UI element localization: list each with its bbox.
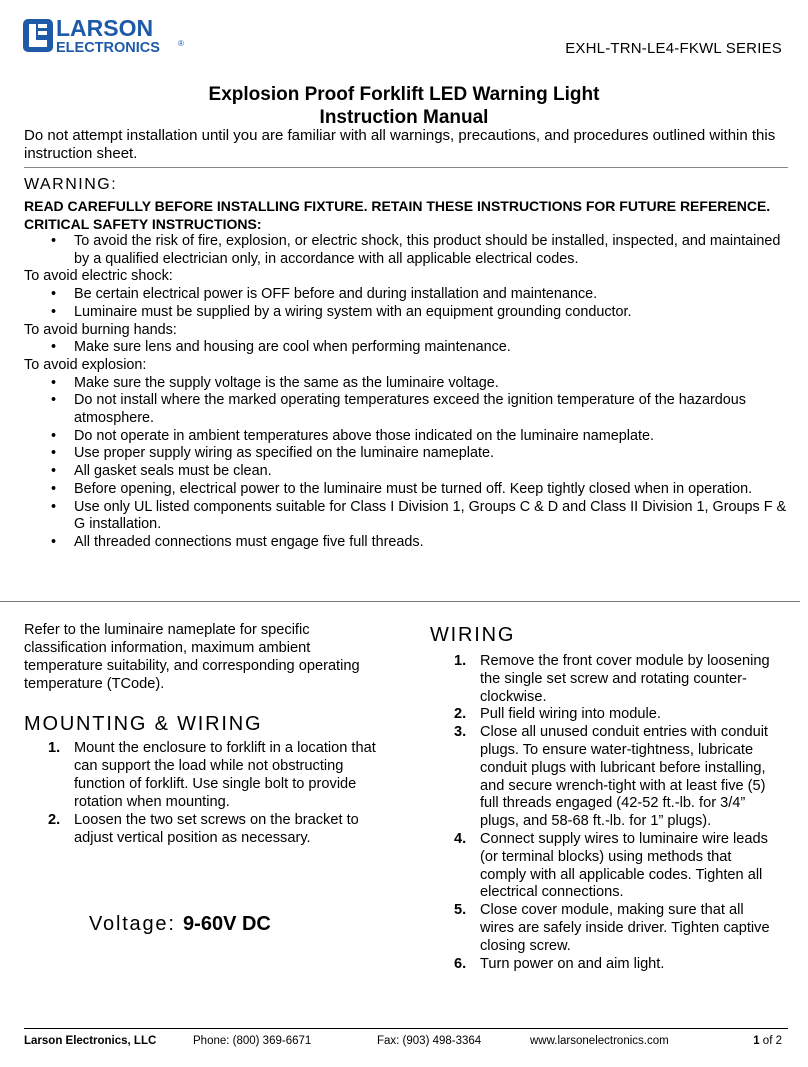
wiring-step — [430, 902, 780, 955]
shock-label: To avoid electric shock: — [24, 268, 173, 285]
list-item: • Before opening, electrical power to the luminaire must be turned off. Keep tightly closed when in operation. — [24, 481, 794, 499]
list-item: • Use only UL listed components suitable for Class I Division 1, Groups C & D and Class II Division 1, Groups F & G installation. — [24, 499, 794, 534]
wiring-steps — [430, 653, 780, 973]
wiring-heading: WIRING — [430, 624, 516, 646]
warning-bold-text: READ CAREFULLY BEFORE INSTALLING FIXTURE. RETAIN THESE INSTRUCTIONS FOR FUTURE REFERENCE. CRITICAL SAFETY INSTRUCTIONS: — [24, 198, 771, 232]
explosion-warnings-list — [24, 375, 794, 552]
voltage-rating — [89, 913, 271, 936]
list-item: • Be certain electrical power is OFF before and during installation and maintenance. — [24, 286, 794, 304]
step-text: Pull field wiring into module. — [480, 706, 661, 723]
general-warnings-list — [24, 233, 794, 268]
footer-fax: Fax: (903) 498-3364 — [377, 1035, 482, 1047]
title-line2: Instruction Manual — [319, 107, 489, 128]
step-text: Turn power on and aim light. — [480, 955, 665, 972]
divider — [0, 601, 800, 602]
nameplate-note: Refer to the luminaire nameplate for specific classification information, maximum ambient temperature suitability, and corresponding operating temperature (TCode). — [24, 622, 360, 692]
list-item: • All threaded connections must engage five full threads. — [24, 534, 794, 552]
step-number: 2. — [454, 706, 467, 723]
step-text: Close all unused conduit entries with conduit plugs. To ensure water-tightness, lubricate conduit plugs with lubricant before installing, and secure wrench-tight with at least five (5) full threads engaged (42-52 ft.-lb. for 3/4” plugs, and 58-68 ft.-lb. for 1” plugs). — [480, 724, 768, 830]
step-number: 3. — [454, 724, 467, 741]
warning-heading: WARNING: — [24, 176, 118, 193]
step-text: Loosen the two set screws on the bracket to adjust vertical position as necessary. — [74, 812, 359, 846]
step-number: 6. — [454, 955, 467, 972]
footer-company: Larson Electronics, LLC — [24, 1035, 157, 1047]
list-item: • Do not install where the marked operating temperatures exceed the ignition temperature of the hazardous atmosphere. — [24, 392, 794, 427]
wiring-step — [430, 956, 780, 974]
footer-website: www.larsonelectronics.com — [530, 1035, 669, 1047]
mounting-step — [24, 811, 384, 847]
mounting-step — [24, 739, 384, 811]
logo-line2: ELECTRONICS — [56, 40, 160, 56]
logo-mark — [23, 19, 53, 52]
company-logo — [22, 16, 192, 56]
wiring-step — [430, 724, 780, 831]
explosion-label: To avoid explosion: — [24, 356, 147, 373]
mounting-heading: MOUNTING & WIRING — [24, 713, 263, 735]
title-line1: Explosion Proof Forklift LED Warning Light — [208, 84, 600, 105]
list-item: • Luminaire must be supplied by a wiring system with an equipment grounding conductor. — [24, 304, 794, 322]
shock-warnings-list — [24, 286, 794, 321]
larson-logo-graphic — [22, 16, 192, 56]
intro-text: Do not attempt installation until you are familiar with all warnings, precautions, and procedures outlined within this instruction sheet. — [24, 127, 776, 162]
page-current: 1 — [753, 1035, 760, 1047]
wiring-step — [430, 831, 780, 902]
step-number: 5. — [454, 902, 467, 919]
wiring-step — [430, 653, 780, 706]
mounting-steps — [24, 739, 384, 847]
step-text: Mount the enclosure to forklift in a location that can support the load while not obstructing function of forklift. Use single bolt to provide rotation when mounting. — [74, 740, 376, 810]
burn-warnings-list — [24, 339, 794, 357]
step-text: Close cover module, making sure that all wires are safely inside driver. Tighten captive closing screw. — [480, 902, 770, 954]
list-item: • Make sure lens and housing are cool when performing maintenance. — [24, 339, 794, 357]
list-item: • All gasket seals must be clean. — [24, 463, 794, 481]
page-total: of 2 — [759, 1035, 782, 1047]
step-text: Remove the front cover module by loosening the single set screw and rotating counter-clockwise. — [480, 653, 770, 705]
list-item: • Do not operate in ambient temperatures above those indicated on the luminaire nameplate. — [24, 428, 794, 446]
list-item: • Use proper supply wiring as specified on the luminaire nameplate. — [24, 445, 794, 463]
voltage-label: Voltage: — [89, 913, 176, 935]
footer-divider — [24, 1028, 788, 1029]
voltage-value: 9-60V DC — [183, 913, 271, 935]
page-number — [753, 1035, 782, 1047]
series-code: EXHL-TRN-LE4-FKWL SERIES — [565, 40, 782, 57]
footer-phone: Phone: (800) 369-6671 — [193, 1035, 312, 1047]
logo-line1: LARSON — [56, 16, 154, 41]
warning-section — [24, 233, 794, 552]
list-item: • To avoid the risk of fire, explosion, or electric shock, this product should be installed, inspected, and maintained by a qualified electrician only, in accordance with all applicable electrical codes. — [24, 233, 794, 268]
page-title — [0, 83, 808, 129]
logo-registered-mark: ® — [178, 39, 184, 48]
step-text: Connect supply wires to luminaire wire leads (or terminal blocks) using methods that comply with all applicable codes. Tighten all electrical connections. — [480, 830, 768, 901]
step-number: 4. — [454, 830, 467, 847]
step-number: 1. — [454, 653, 467, 669]
divider — [24, 167, 788, 168]
step-number: 1. — [48, 740, 61, 756]
burn-label: To avoid burning hands: — [24, 321, 177, 338]
step-number: 2. — [48, 812, 61, 828]
wiring-step — [430, 706, 780, 724]
list-item: • Make sure the supply voltage is the same as the luminaire voltage. — [24, 375, 794, 393]
